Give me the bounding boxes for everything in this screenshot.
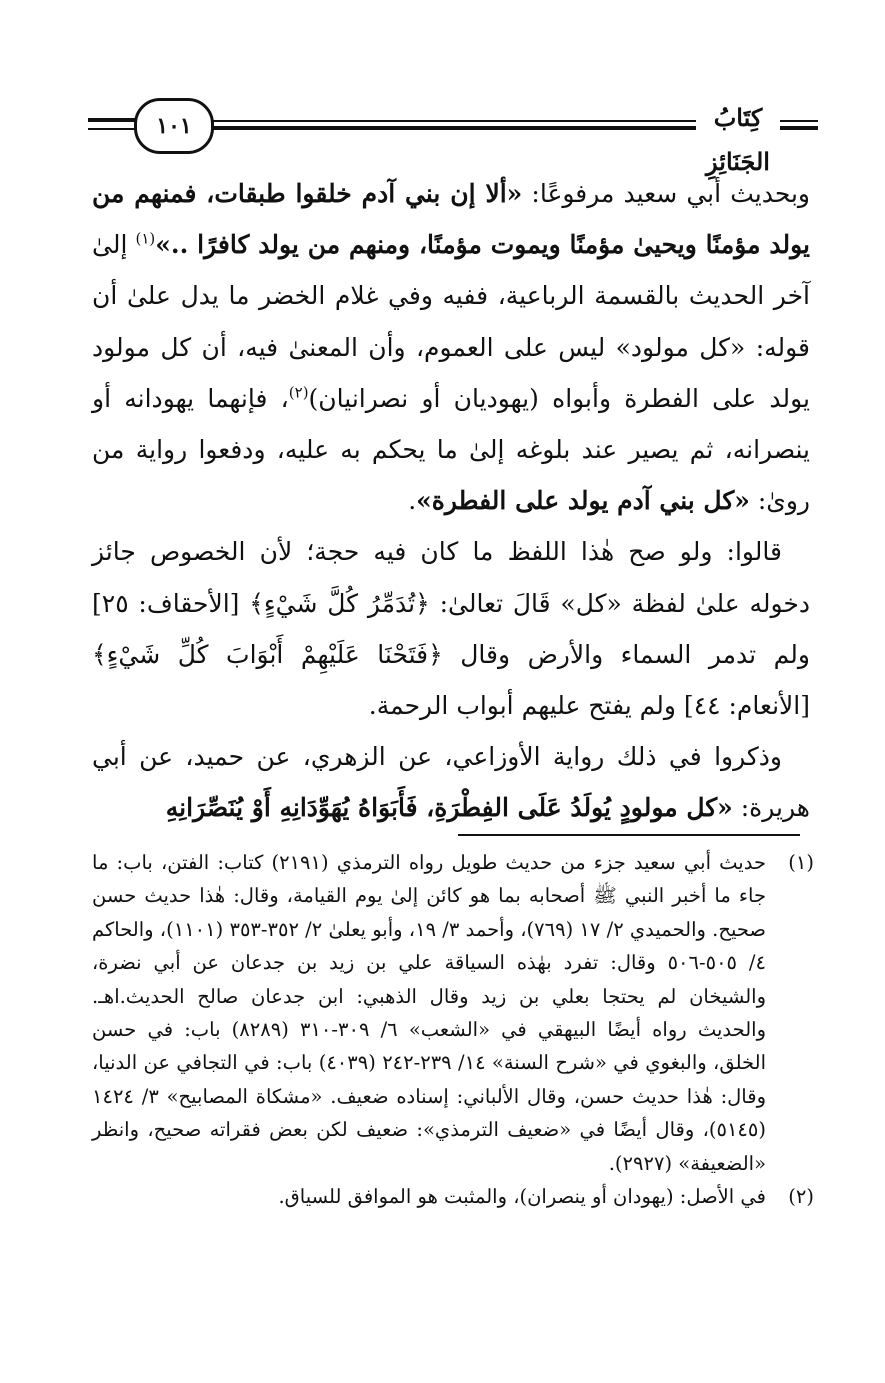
footnote-number: (٢): [788, 1185, 814, 1209]
quoted-hadith-text: «ألا إن بني آدم خلقوا طبقات، فمنهم من يولد مؤمنًا ويحيىٰ مؤمنًا ويموت مؤمنًا، ومنهم من يولد كافرًا ..»: [92, 179, 810, 260]
footnote-reference[interactable]: (١): [135, 229, 156, 248]
text-run: وذكروا في ذلك رواية الأوزاعي، عن الزهري، عن حميد، عن أبي هريرة:: [92, 742, 810, 823]
header-rule: [198, 120, 698, 122]
footnote-separator: [458, 834, 800, 836]
header-rule: [198, 126, 698, 130]
text-run: قالوا: ولو صح هٰذا اللفظ ما كان فيه حجة؛ لأن الخصوص جائز دخوله علىٰ لفظة «كل» قَالَ تعالىٰ: ﴿تُدَمِّرُ كُلَّ شَيْءٍ﴾ [الأحقاف: ٢٥] ولم تدمر السماء والأرض وقال ﴿فَتَحْنَا عَلَيْهِمْ أَبْوَابَ كُلِّ شَيْءٍ﴾ [الأنعام: ٤٤] ولم يفتح عليهم أبواب الرحمة.: [92, 537, 810, 721]
paragraph: [92, 731, 810, 833]
header-rule: [778, 126, 818, 130]
page-number: ١٠١: [134, 98, 214, 154]
footnote-text: في الأصل: (يهودان أو ينصران)، والمثبت هو الموافق للسياق.: [278, 1185, 766, 1209]
footnote: [92, 1180, 814, 1213]
text-run: .: [408, 486, 417, 516]
quoted-hadith-text: «كل بني آدم يولد على الفطرة»: [416, 486, 750, 516]
main-text: [92, 168, 810, 834]
footnote-number: (١): [788, 851, 814, 874]
text-run: ، فإنهما يهودانه أو ينصرانه، ثم يصير عند بلوغه إلىٰ ما يحكم به عليه، ودفعوا رواية من روىٰ:: [92, 383, 810, 516]
footnote-reference[interactable]: (٢): [288, 383, 309, 402]
text-run: إلىٰ آخر الحديث بالقسمة الرباعية، ففيه وفي غلام الخضر ما يدل علىٰ أن قوله: «كل مولود» ليس على العموم، وأن المعنىٰ فيه، أن كل مولود يولد على الفطرة وأبواه (يهوديان أو نصرانيان): [92, 230, 811, 413]
header-rule: [778, 120, 818, 122]
footnote-text: حديث أبي سعيد جزء من حديث طويل رواه الترمذي (٢١٩١) كتاب: الفتن، باب: ما جاء ما أخبر النبي ﷺ أصحابه بما هو كائن إلىٰ يوم القيامة، وقال: هٰذا حديث حسن صحيح. والحميدي ٢/ ١٧ (٧٦٩)، وأحمد ٣/ ١٩، وأبو يعلىٰ ٢/ ٣٥٢-٣٥٣ (١١٠١)، والحاكم ٤/ ٥٠٥-٥٠٦ وقال: تفرد بهٰذه السياقة علي بن زيد بن جدعان عن أبي نضرة، والشيخان لم يحتجا بعلي بن زيد وقال الذهبي: ابن جدعان صالح الحديث.اهـ. والحديث رواه أيضًا البيهقي في «الشعب» ٦/ ٣٠٩-٣١٠ (٨٢٨٩) باب: في حسن الخلق، والبغوي في «شرح السنة» ١٤/ ٢٣٩-٢٤٢ (٤٠٣٩) باب: في التجافي عن الدنيا، وقال: هٰذا حديث حسن، وقال الألباني: إسناده ضعيف. «مشكاة المصابيح» ٣/ ١٤٢٤ (٥١٤٥)، وقال أيضًا في «ضعيف الترمذي»: ضعيف لكن بعض فقراته صحيح، وانظر «الضعيفة» (٢٩٢٧).: [92, 851, 766, 1175]
quoted-hadith-text: «كل مولودٍ يُولَدُ عَلَى الفِطْرَةِ، فَأَبَوَاهُ يُهَوِّدَانِهِ أَوْ يُنَصِّرَانِهِ: [165, 793, 733, 823]
book-title: كِتَابُ الجَنَائِزِ: [696, 96, 780, 140]
footnote: [92, 846, 814, 1180]
footnotes: [92, 846, 814, 1213]
paragraph: [92, 526, 810, 731]
text-run: وبحديث أبي سعيد مرفوعًا:: [522, 179, 810, 208]
page-header: [88, 96, 818, 176]
paragraph: [92, 168, 810, 526]
